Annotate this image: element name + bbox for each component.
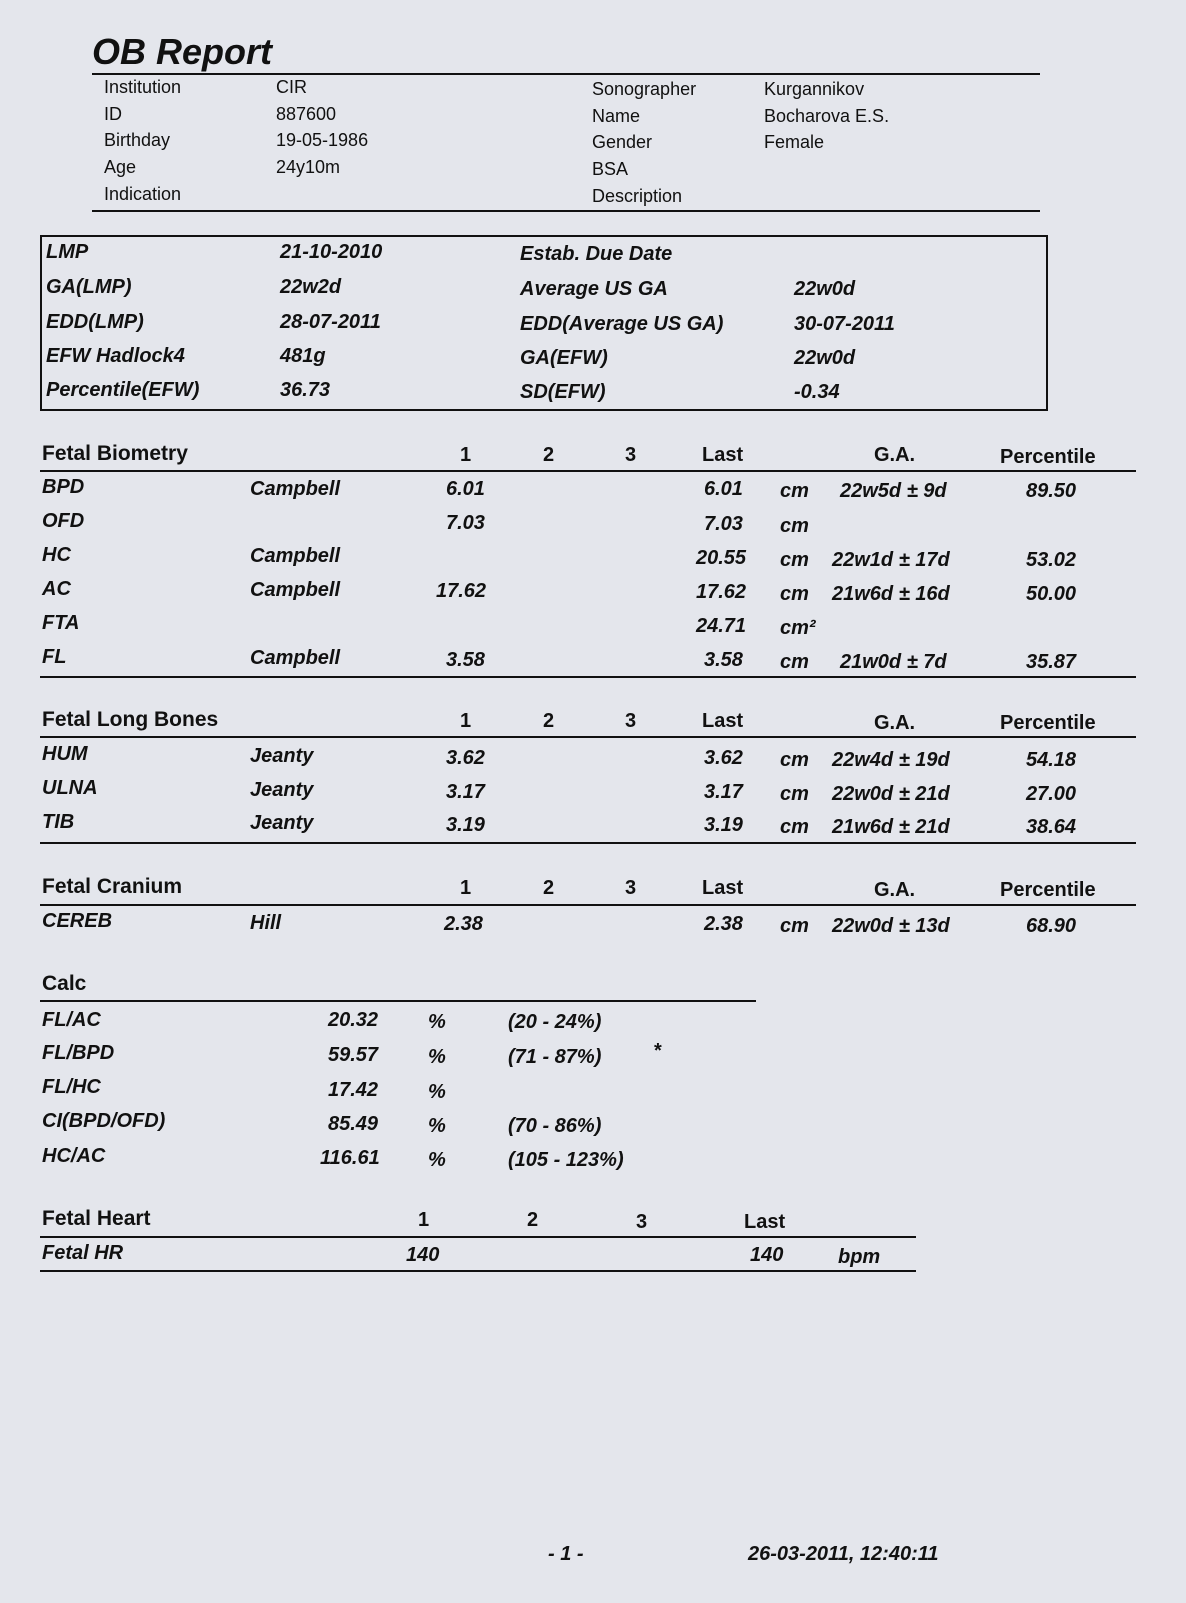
hum-last: 3.62: [704, 747, 743, 769]
col-last-header: Last: [702, 710, 744, 732]
fl-ac-label: FL/AC: [42, 1009, 101, 1031]
hum-ga: 22w4d ± 19d: [832, 749, 950, 771]
sd-efw-label: SD(EFW): [520, 381, 606, 403]
fl-ac-range: (20 - 24%): [508, 1011, 602, 1033]
ofd-label: OFD: [42, 510, 85, 532]
efw-value: 481g: [280, 345, 326, 367]
fl-bpd-value: 59.57: [328, 1044, 379, 1066]
fl-ac-unit: %: [428, 1011, 446, 1033]
birthday-label: Birthday: [104, 130, 171, 150]
sd-efw-value: -0.34: [794, 381, 840, 403]
hum-unit: cm: [780, 749, 809, 771]
ci-value: 85.49: [328, 1113, 379, 1135]
hum-author: Jeanty: [250, 745, 314, 767]
biometry-bottom-rule: [40, 676, 1136, 678]
cranium-header-rule: [40, 904, 1136, 906]
gender-label: Gender: [592, 132, 653, 152]
ofd-value-1: 7.03: [446, 512, 485, 534]
col-percentile-header: Percentile: [1000, 712, 1096, 734]
sonographer-value: Kurgannikov: [764, 79, 865, 99]
lmp-label: LMP: [46, 241, 89, 263]
fetal-hr-unit: bpm: [838, 1246, 881, 1268]
ac-value-1: 17.62: [436, 580, 487, 602]
tib-label: TIB: [42, 811, 75, 833]
col-ga-header: G.A.: [874, 712, 916, 734]
col-percentile-header: Percentile: [1000, 879, 1096, 901]
calc-heading: Calc: [42, 972, 87, 995]
fl-percentile: 35.87: [1026, 651, 1077, 673]
edd-lmp-value: 28-07-2011: [280, 311, 381, 333]
gender-value: Female: [764, 132, 825, 152]
hc-label: HC: [42, 544, 71, 566]
col-2-header: 2: [527, 1209, 539, 1231]
hc-author: Campbell: [250, 545, 341, 567]
ga-lmp-value: 22w2d: [280, 276, 342, 298]
ofd-last: 7.03: [704, 513, 743, 535]
fetal-long-bones-heading: Fetal Long Bones: [42, 708, 219, 731]
edd-avg-value: 30-07-2011: [794, 313, 895, 335]
long-bones-bottom-rule: [40, 842, 1136, 844]
col-2-header: 2: [543, 877, 555, 899]
ac-unit: cm: [780, 583, 809, 605]
cereb-last: 2.38: [704, 913, 743, 935]
edd-avg-label: EDD(Average US GA): [520, 313, 724, 335]
report-title: OB Report: [92, 31, 272, 72]
tib-ga: 21w6d ± 21d: [832, 816, 950, 838]
ci-range: (70 - 86%): [508, 1115, 602, 1137]
fl-value-1: 3.58: [446, 649, 485, 671]
hc-percentile: 53.02: [1026, 549, 1077, 571]
name-value: Bocharova E.S.: [764, 106, 890, 126]
hc-ac-range: (105 - 123%): [508, 1149, 624, 1171]
hc-unit: cm: [780, 549, 809, 571]
fl-author: Campbell: [250, 647, 341, 669]
cereb-unit: cm: [780, 915, 809, 937]
ulna-value-1: 3.17: [446, 781, 485, 803]
patient-rule: [92, 210, 1040, 212]
col-2-header: 2: [543, 710, 555, 732]
ga-efw-label: GA(EFW): [520, 347, 608, 369]
age-label: Age: [104, 157, 137, 177]
col-3-header: 3: [636, 1211, 648, 1233]
hum-percentile: 54.18: [1026, 749, 1077, 771]
institution-value: CIR: [276, 77, 307, 97]
cereb-percentile: 68.90: [1026, 915, 1077, 937]
fl-label: FL: [42, 646, 67, 668]
fl-last: 3.58: [704, 649, 743, 671]
fl-unit: cm: [780, 651, 809, 673]
cereb-label: CEREB: [42, 910, 113, 932]
ulna-last: 3.17: [704, 781, 743, 803]
name-label: Name: [592, 106, 641, 126]
fetal-biometry-heading: Fetal Biometry: [42, 442, 188, 465]
tib-value-1: 3.19: [446, 814, 485, 836]
page-number: - 1 -: [548, 1543, 584, 1565]
title-rule: [92, 73, 1040, 75]
col-last-header: Last: [744, 1211, 786, 1233]
heart-bottom-rule: [40, 1270, 916, 1272]
fl-bpd-unit: %: [428, 1046, 446, 1068]
hum-value-1: 3.62: [446, 747, 485, 769]
cereb-author: Hill: [250, 912, 282, 934]
fl-hc-label: FL/HC: [42, 1076, 101, 1098]
id-label: ID: [104, 104, 122, 124]
heart-header-rule: [40, 1236, 916, 1238]
lmp-value: 21-10-2010: [280, 241, 383, 263]
percentile-efw-label: Percentile(EFW): [46, 379, 200, 401]
fetal-hr-value-1: 140: [406, 1244, 440, 1266]
col-1-header: 1: [418, 1209, 430, 1231]
bpd-ga: 22w5d ± 9d: [840, 480, 947, 502]
fetal-hr-label: Fetal HR: [42, 1242, 124, 1264]
ga-efw-value: 22w0d: [794, 347, 856, 369]
estab-due-date-label: Estab. Due Date: [520, 243, 673, 265]
birthday-value: 19-05-1986: [276, 130, 369, 150]
fta-label: FTA: [42, 612, 80, 634]
hc-last: 20.55: [696, 547, 747, 569]
fetal-hr-last: 140: [750, 1244, 784, 1266]
col-3-header: 3: [625, 710, 637, 732]
bpd-unit: cm: [780, 480, 809, 502]
ulna-author: Jeanty: [250, 779, 314, 801]
efw-label: EFW Hadlock4: [46, 345, 185, 367]
ac-ga: 21w6d ± 16d: [832, 583, 950, 605]
fta-unit: cm²: [780, 617, 816, 639]
bpd-author: Campbell: [250, 478, 341, 500]
ac-label: AC: [42, 578, 71, 600]
col-last-header: Last: [702, 877, 744, 899]
fta-last: 24.71: [696, 615, 747, 637]
institution-label: Institution: [104, 77, 182, 97]
cereb-ga: 22w0d ± 13d: [832, 915, 950, 937]
col-ga-header: G.A.: [874, 879, 916, 901]
calc-header-rule: [40, 1000, 756, 1002]
bsa-label: BSA: [592, 159, 629, 179]
fl-ga: 21w0d ± 7d: [840, 651, 947, 673]
hc-ac-value: 116.61: [320, 1147, 380, 1169]
report-datetime: 26-03-2011, 12:40:11: [748, 1543, 939, 1565]
cereb-value-1: 2.38: [444, 913, 483, 935]
ci-label: CI(BPD/OFD): [42, 1110, 166, 1132]
fetal-cranium-heading: Fetal Cranium: [42, 875, 183, 898]
col-2-header: 2: [543, 444, 555, 466]
tib-author: Jeanty: [250, 812, 314, 834]
ac-percentile: 50.00: [1026, 583, 1077, 605]
avg-us-ga-label: Average US GA: [520, 278, 668, 300]
biometry-header-rule: [40, 470, 1136, 472]
bpd-value-1: 6.01: [446, 478, 485, 500]
col-1-header: 1: [460, 877, 472, 899]
age-value: 24y10m: [276, 157, 341, 177]
percentile-efw-value: 36.73: [280, 379, 331, 401]
ac-author: Campbell: [250, 579, 341, 601]
hum-label: HUM: [42, 743, 88, 765]
avg-us-ga-value: 22w0d: [794, 278, 856, 300]
sonographer-label: Sonographer: [592, 79, 697, 99]
col-last-header: Last: [702, 444, 744, 466]
long-bones-header-rule: [40, 736, 1136, 738]
bpd-last: 6.01: [704, 478, 743, 500]
ac-last: 17.62: [696, 581, 747, 603]
description-label: Description: [592, 186, 683, 206]
bpd-percentile: 89.50: [1026, 480, 1077, 502]
ofd-unit: cm: [780, 515, 809, 537]
tib-last: 3.19: [704, 814, 743, 836]
tib-percentile: 38.64: [1026, 816, 1077, 838]
col-1-header: 1: [460, 444, 472, 466]
hc-ac-label: HC/AC: [42, 1145, 106, 1167]
indication-label: Indication: [104, 184, 182, 204]
ulna-unit: cm: [780, 783, 809, 805]
ci-unit: %: [428, 1115, 446, 1137]
fl-bpd-label: FL/BPD: [42, 1042, 115, 1064]
col-3-header: 3: [625, 877, 637, 899]
fl-bpd-flag: *: [654, 1040, 662, 1062]
fl-bpd-range: (71 - 87%): [508, 1046, 602, 1068]
ulna-ga: 22w0d ± 21d: [832, 783, 950, 805]
fl-hc-value: 17.42: [328, 1079, 379, 1101]
fetal-heart-heading: Fetal Heart: [42, 1207, 151, 1230]
col-1-header: 1: [460, 710, 472, 732]
ulna-label: ULNA: [42, 777, 98, 799]
id-value: 887600: [276, 104, 337, 124]
ga-lmp-label: GA(LMP): [46, 276, 132, 298]
ulna-percentile: 27.00: [1026, 783, 1077, 805]
bpd-label: BPD: [42, 476, 85, 498]
fl-ac-value: 20.32: [328, 1009, 379, 1031]
edd-lmp-label: EDD(LMP): [46, 311, 144, 333]
fl-hc-unit: %: [428, 1081, 446, 1103]
tib-unit: cm: [780, 816, 809, 838]
col-3-header: 3: [625, 444, 637, 466]
col-percentile-header: Percentile: [1000, 446, 1096, 468]
col-ga-header: G.A.: [874, 444, 916, 466]
hc-ga: 22w1d ± 17d: [832, 549, 950, 571]
hc-ac-unit: %: [428, 1149, 446, 1171]
